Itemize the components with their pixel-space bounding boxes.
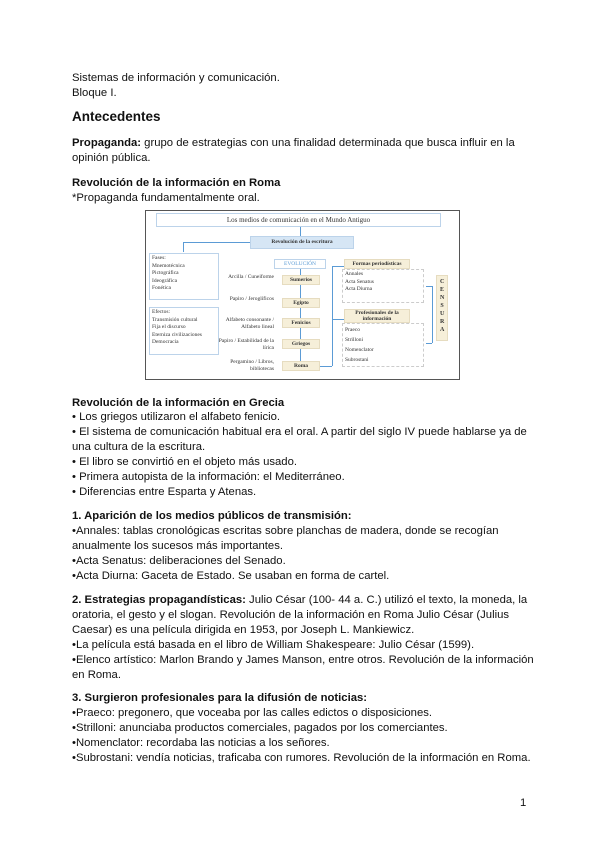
formas-title: Formas periodísticas bbox=[344, 259, 410, 269]
list-item: oratoria, el gesto y el slogan. Revolución de la información en Roma Julio César (Julius bbox=[72, 609, 510, 621]
prof-item: Nomenclator bbox=[345, 347, 374, 353]
page-number: 1 bbox=[520, 797, 527, 809]
pueblo-box: Fenicios bbox=[282, 318, 320, 328]
list-item: •Nomenclator: recordaba las noticias a los señores. bbox=[72, 737, 330, 749]
forma-item: Annales bbox=[345, 271, 364, 277]
efecto-item: Eterniza civilizaciones bbox=[152, 331, 202, 338]
term: Propaganda: bbox=[72, 137, 142, 149]
fase-item: Mnemotécnica bbox=[152, 262, 185, 269]
text: Julio César (100- 44 a. C.) utilizó el texto, la moneda, la bbox=[245, 594, 528, 606]
list-item: •Acta Senatus: deliberaciones del Senado. bbox=[72, 555, 286, 567]
list-item: Caesar) es una película dirigida en 1953, por Joseph L. Mankiewicz. bbox=[72, 624, 415, 636]
prof-box bbox=[342, 323, 424, 367]
forma-item: Acta Diurna bbox=[345, 286, 373, 292]
fase-item: Ideográfica bbox=[152, 277, 178, 284]
revolucion-box: Revolución de la escritura bbox=[250, 236, 354, 249]
list-item: •Acta Diurna: Gaceta de Estado. Se usaban en forma de cartel. bbox=[72, 570, 390, 582]
list-item: •La película está basada en el libro de William Shakespeare: Julio César (1599). bbox=[72, 639, 475, 651]
list-item: •Strilloni: anunciaba productos comerciales, pagados por los comerciantes. bbox=[72, 722, 448, 734]
formas-box bbox=[342, 269, 424, 303]
fases-title: Fases: bbox=[152, 255, 166, 261]
list-item: • Diferencias entre Esparta y Atenas. bbox=[72, 486, 257, 498]
pueblo-box: Egipto bbox=[282, 298, 320, 308]
list-item: una cultura de la escritura. bbox=[72, 441, 206, 453]
header-line: Bloque I. bbox=[72, 87, 117, 99]
subheading: 3. Surgieron profesionales para la difusión de noticias: bbox=[72, 692, 368, 704]
list-item: • El sistema de comunicación habitual era el oral. A partir del siglo IV puede hablarse ya de bbox=[72, 426, 527, 438]
fase-item: Fonética bbox=[152, 285, 171, 291]
definition: grupo de estrategias con una finalidad determinada que busca influir en la bbox=[141, 137, 515, 149]
prof-item: Praeco bbox=[345, 327, 360, 333]
list-item: • El libro se convirtió en el objeto más usado. bbox=[72, 456, 297, 468]
list-item: en Roma. bbox=[72, 669, 121, 681]
list-item: •Annales: tablas cronológicas escritas sobre planchas de madera, donde se recogían bbox=[72, 525, 499, 537]
subheading: Revolución de la información en Roma bbox=[72, 177, 281, 189]
list-item: anualmente los sucesos más importantes. bbox=[72, 540, 283, 552]
list-item: •Subrostani: vendía noticias, traficaba con rumores. Revolución de la información en Roma. bbox=[72, 752, 531, 764]
efectos-title: Efectos: bbox=[152, 309, 171, 315]
evolucion-box: EVOLUCIÓN bbox=[274, 259, 326, 269]
list-item: • Los griegos utilizaron el alfabeto fenicio. bbox=[72, 411, 281, 423]
paragraph bbox=[72, 136, 515, 150]
list-item: • Primera autopista de la información: el Mediterráneo. bbox=[72, 471, 345, 483]
efecto-item: Fija el discurso bbox=[152, 324, 186, 330]
pueblo-box: Roma bbox=[282, 361, 320, 371]
diagram-figure bbox=[145, 210, 460, 380]
forma-item: Acta Senatus bbox=[345, 278, 374, 285]
efecto-item: Democracia bbox=[152, 339, 179, 345]
efecto-item: Transmisión cultural bbox=[152, 316, 198, 323]
censura-box: CENSURA bbox=[436, 275, 448, 341]
subheading: 2. Estrategias propagandísticas: bbox=[72, 594, 246, 606]
paragraph: opinión pública. bbox=[72, 152, 151, 164]
soporte-label: Papiro / Estabilidad de la lírica bbox=[218, 338, 274, 351]
subheading: 1. Aparición de los medios públicos de transmisión: bbox=[72, 510, 352, 522]
soporte-label: Pergamino / Libros, bibliotecas bbox=[230, 359, 274, 372]
prof-item: Strilloni bbox=[345, 337, 364, 343]
list-item: •Elenco artístico: Marlon Brando y James Manson, entre otros. Revolución de la información bbox=[72, 654, 534, 666]
subheading: Revolución de la información en Grecia bbox=[72, 397, 285, 409]
list-item: •Praeco: pregonero, que voceaba por las calles edictos o disposiciones. bbox=[72, 707, 433, 719]
paragraph bbox=[72, 593, 527, 607]
pueblo-box: Sumerios bbox=[282, 275, 320, 285]
header-line: Sistemas de información y comunicación. bbox=[72, 72, 280, 84]
prof-title: Profesionales de la información bbox=[344, 309, 410, 323]
soporte-label: Alfabeto consonante / Alfabeto lineal bbox=[225, 317, 274, 330]
prof-item: Subrostani bbox=[345, 357, 369, 363]
soporte-label: Papiro / Jeroglíficos bbox=[229, 296, 274, 302]
pueblo-box: Griegos bbox=[282, 339, 320, 349]
fase-item: Pictográfica bbox=[152, 270, 179, 276]
efectos-box bbox=[149, 307, 219, 355]
figure-title: Los medios de comunicación en el Mundo Antiguo bbox=[156, 213, 441, 227]
section-heading: Antecedentes bbox=[72, 109, 161, 124]
note: *Propaganda fundamentalmente oral. bbox=[72, 192, 260, 204]
fases-box bbox=[149, 253, 219, 300]
soporte-label: Arcilla / Cuneiforme bbox=[228, 274, 274, 280]
